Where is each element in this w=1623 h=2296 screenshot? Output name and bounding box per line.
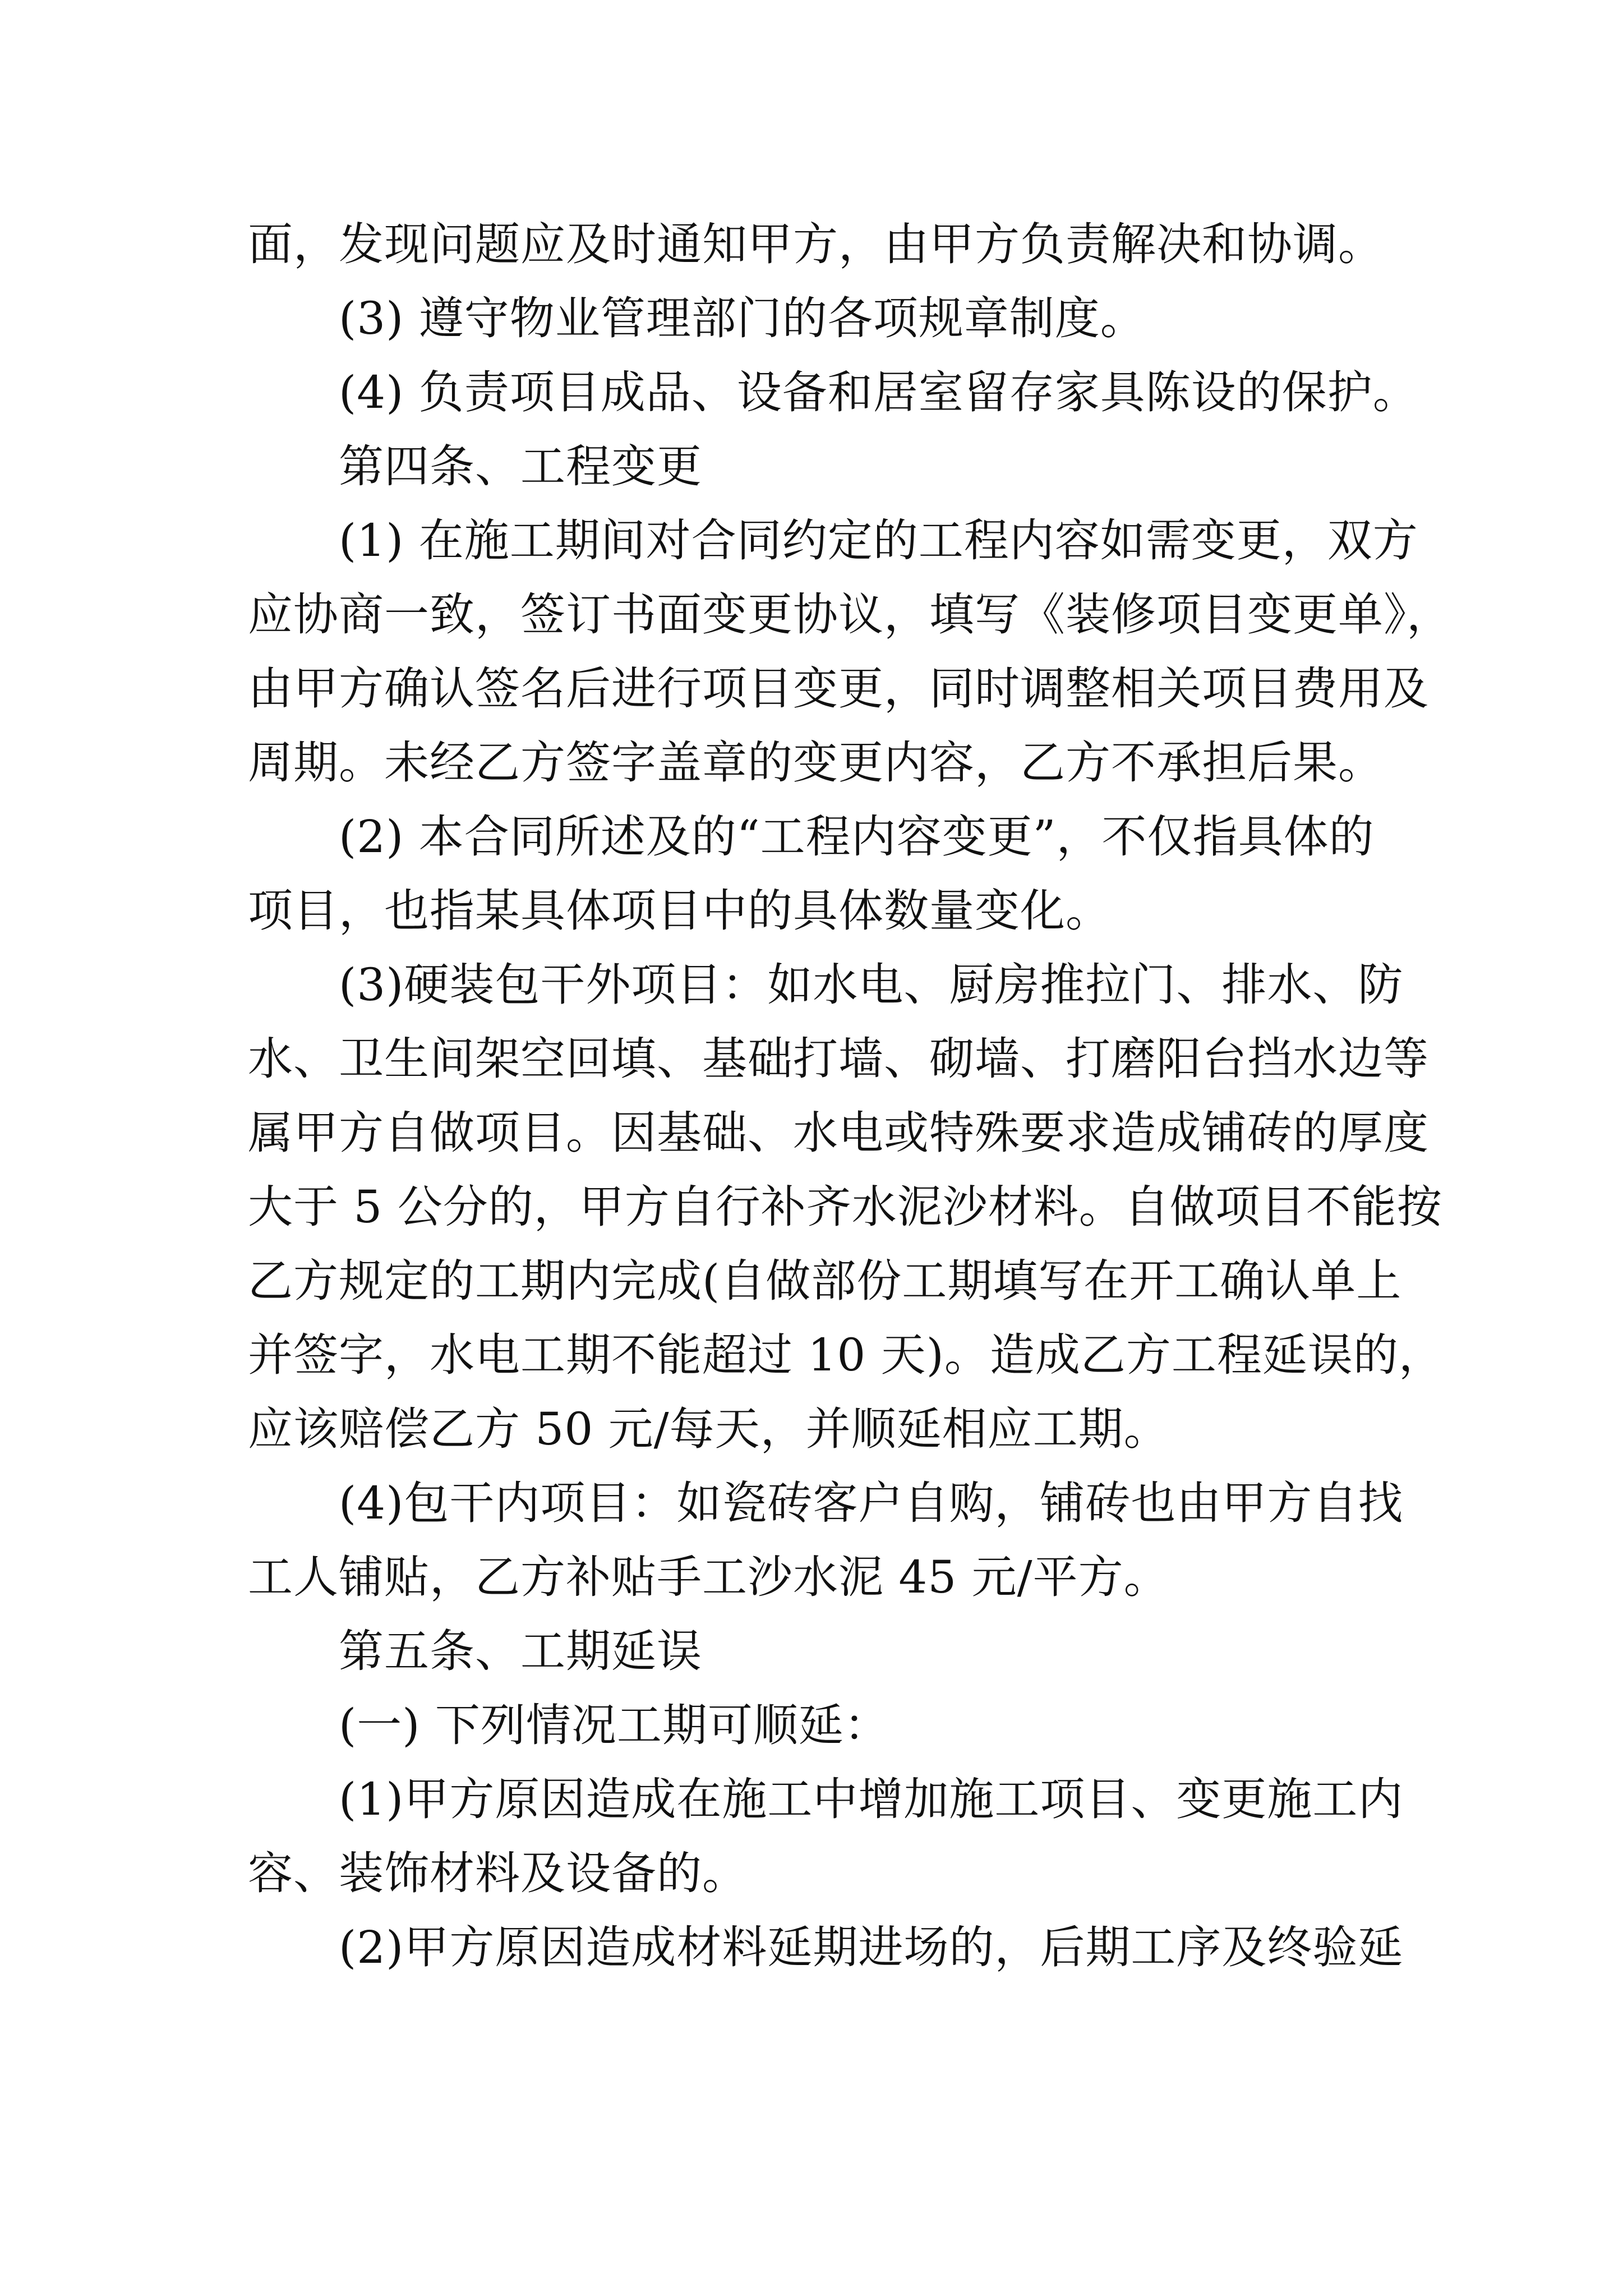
text-line: (3) 遵守物业管理部门的各项规章制度。 <box>339 292 1146 344</box>
text-line: (4)包干内项目：如瓷砖客户自购，铺砖也由甲方自找 <box>339 1477 1404 1529</box>
section-heading: 第五条、工期延误 <box>339 1625 702 1677</box>
document-body <box>248 208 1452 1985</box>
text-line: 应该赔偿乙方 50 元/每天，并顺延相应工期。 <box>248 1403 1169 1455</box>
text-line: (2)甲方原因造成材料延期进场的，后期工序及终验延 <box>339 1921 1404 1973</box>
text-line: (1)甲方原因造成在施工中增加施工项目、变更施工内 <box>339 1773 1404 1825</box>
text-line: 项目，也指某具体项目中的具体数量变化。 <box>248 885 1111 937</box>
text-line: 面，发现问题应及时通知甲方，由甲方负责解决和协调。 <box>248 218 1384 270</box>
text-line: 由甲方确认签名后进行项目变更，同时调整相关项目费用及 <box>248 662 1429 715</box>
section-heading: 第四条、工程变更 <box>339 440 702 493</box>
text-line: (一) 下列情况工期可顺延： <box>339 1699 889 1751</box>
text-line: (4) 负责项目成品、设备和居室留存家具陈设的保护。 <box>339 366 1418 418</box>
text-line: (1) 在施工期间对合同约定的工程内容如需变更，双方 <box>339 514 1418 567</box>
text-line: 大于 5 公分的，甲方自行补齐水泥沙材料。自做项目不能按 <box>248 1181 1442 1233</box>
text-line: 乙方规定的工期内完成(自做部份工期填写在开工确认单上 <box>248 1255 1402 1307</box>
text-line: (3)硬装包干外项目：如水电、厨房推拉门、排水、防 <box>339 959 1404 1011</box>
text-line: 周期。未经乙方签字盖章的变更内容，乙方不承担后果。 <box>248 737 1384 789</box>
text-line: 水、卫生间架空回填、基础打墙、砌墙、打磨阳台挡水边等 <box>248 1033 1429 1085</box>
text-line: (2) 本合同所述及的“工程内容变更”，不仅指具体的 <box>339 811 1375 863</box>
text-line: 容、装饰材料及设备的。 <box>248 1847 748 1899</box>
text-line: 工人铺贴，乙方补贴手工沙水泥 45 元/平方。 <box>248 1551 1169 1603</box>
text-line: 属甲方自做项目。因基础、水电或特殊要求造成铺砖的厚度 <box>248 1107 1429 1159</box>
text-line: 应协商一致，签订书面变更协议，填写《装修项目变更单》， <box>248 588 1452 641</box>
text-line: 并签字，水电工期不能超过 10 天)。造成乙方工程延误的， <box>248 1329 1444 1381</box>
